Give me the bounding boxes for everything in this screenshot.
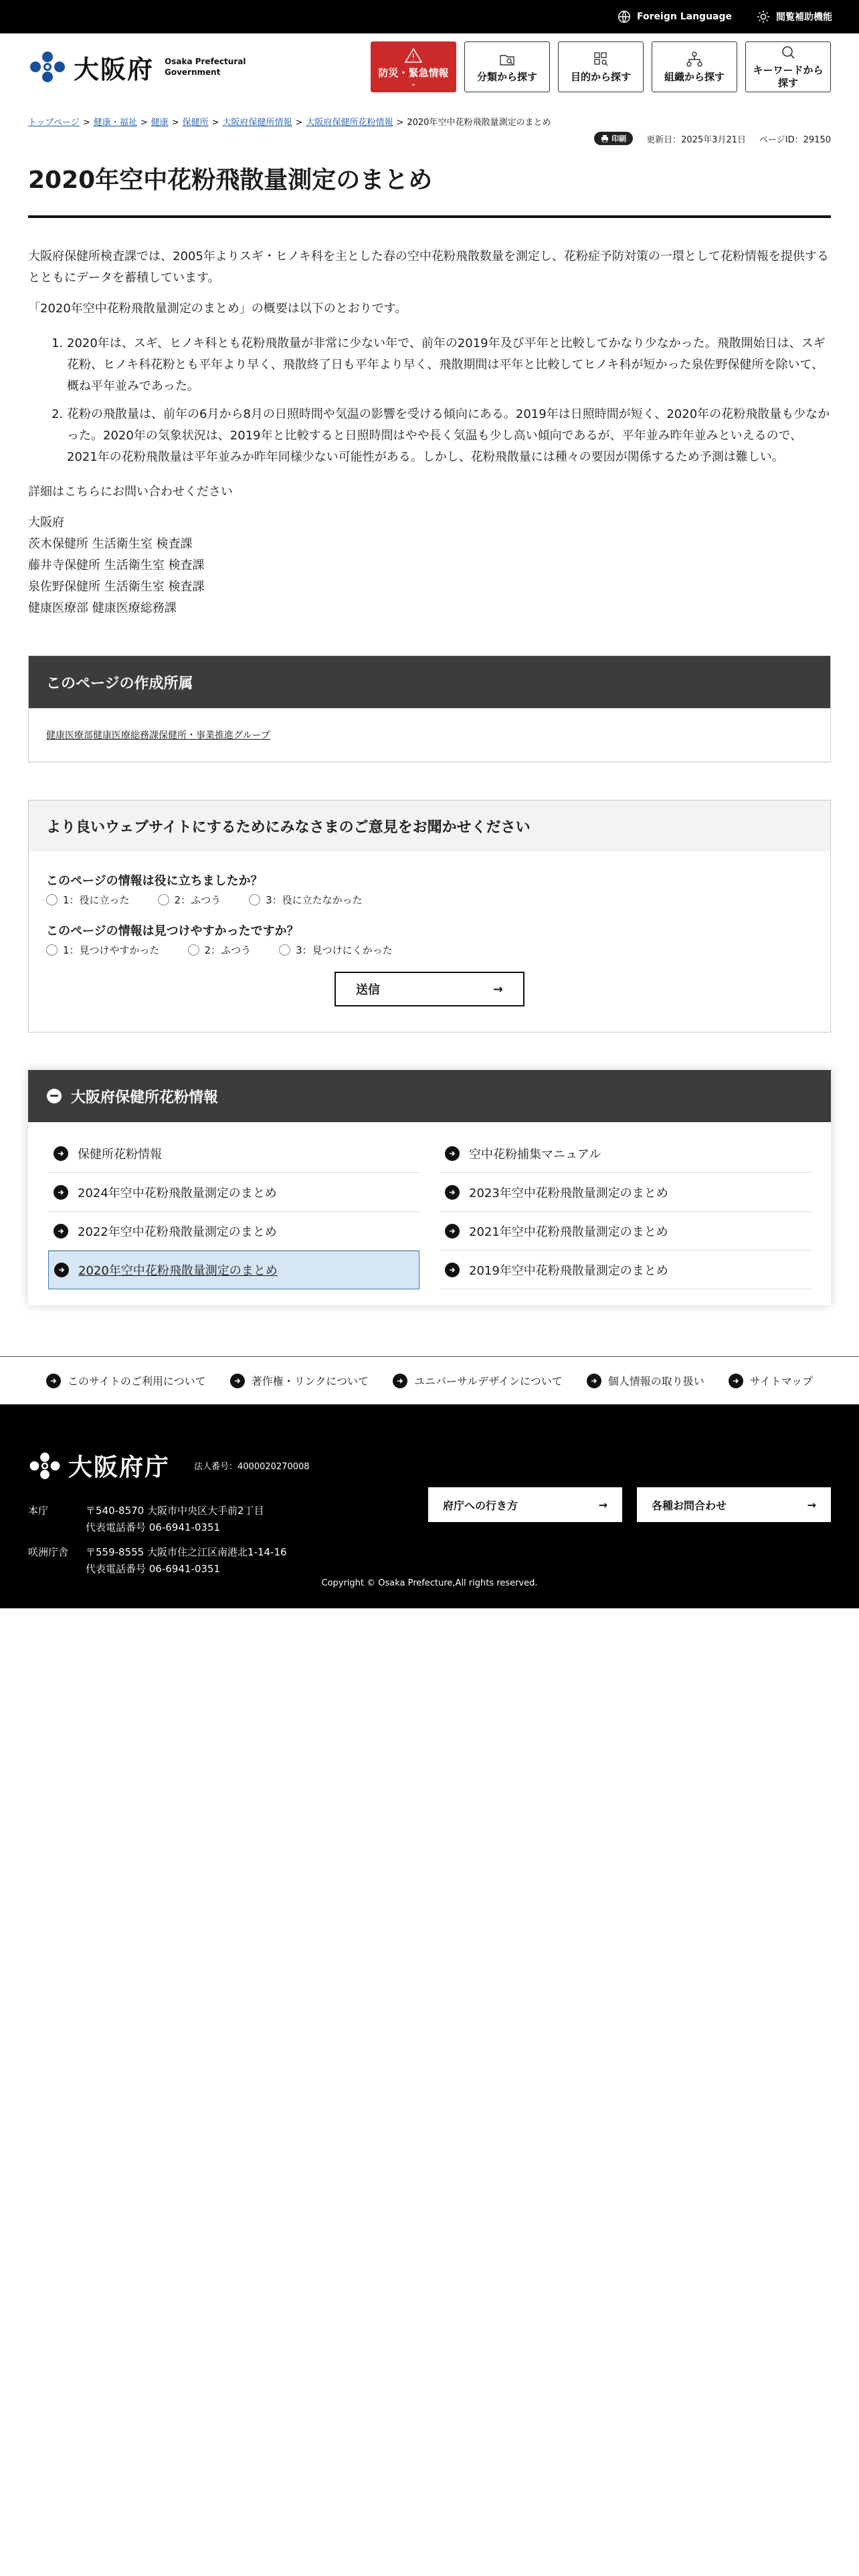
footer-link[interactable]: このサイトのご利用について	[46, 1373, 206, 1388]
related-column-right	[440, 1134, 811, 1289]
nav-category-button[interactable]: 分類から探す	[464, 41, 550, 92]
hq-label: 本庁	[28, 1505, 49, 1517]
survey-heading: より良いウェブサイトにするためにみなさまのご意見をお聞かせください	[29, 800, 830, 851]
related-link[interactable]: 2023年空中花粉飛散量測定のまとめ	[440, 1173, 811, 1212]
logo-name: 大阪府	[74, 54, 155, 84]
gear-icon	[756, 9, 771, 24]
breadcrumb-link-health-center[interactable]: 保健所	[182, 118, 209, 128]
radio-button[interactable]	[158, 894, 169, 905]
arrow-circle-icon	[54, 1263, 69, 1277]
access-button[interactable]: 府庁への行き方 →	[428, 1487, 622, 1522]
intro-paragraph: 大阪府保健所検査課では、2005年よりスギ・ヒノキ科を主とした春の空中花粉飛散数量を測定し、花粉症予防対策の一環として花粉情報を提供するとともにデータを蓄積しています。	[28, 249, 829, 285]
submit-button[interactable]: 送信 →	[335, 972, 524, 1006]
sakishima-address: 〒559-8555 大阪市住之江区南港北1-14-16	[86, 1546, 287, 1558]
contact-button[interactable]: 各種お問合わせ →	[637, 1487, 831, 1522]
foreign-language-label: Foreign Language	[637, 11, 732, 22]
accessibility-link[interactable]	[756, 9, 832, 24]
sakishima-phone: 代表電話番号 06-6941-0351	[86, 1563, 221, 1575]
radio-option[interactable]: 2：ふつう	[188, 943, 252, 957]
arrow-circle-icon	[445, 1263, 460, 1277]
print-button[interactable]: 印刷	[594, 132, 633, 145]
department-heading: このページの作成所属	[29, 656, 830, 708]
hq-phone: 代表電話番号 06-6941-0351	[86, 1521, 221, 1533]
summary-intro: 「2020年空中花粉飛散量測定のまとめ」の概要は以下のとおりです。	[28, 302, 407, 316]
site-logo[interactable]	[28, 49, 246, 86]
inquiry-text: 詳細はこちらにお問い合わせください	[28, 485, 233, 499]
intro-text	[28, 246, 831, 320]
arrow-circle-icon	[587, 1374, 601, 1388]
osaka-logo-icon	[28, 50, 67, 84]
nav-purpose-button[interactable]: 目的から探す	[558, 41, 644, 92]
breadcrumb-link-pollen[interactable]: 大阪府保健所花粉情報	[306, 118, 393, 128]
contact-block	[28, 481, 831, 619]
copyright: Copyright © Osaka Prefecture,All rights reserved.	[321, 1578, 538, 1588]
page-id: ページID：29150	[759, 134, 831, 145]
footer-link[interactable]: 個人情報の取り扱い	[587, 1373, 704, 1388]
radio-button[interactable]	[46, 944, 58, 956]
arrow-circle-icon	[445, 1146, 460, 1161]
org-chart-icon	[684, 51, 704, 68]
printer-icon	[601, 135, 609, 142]
arrow-circle-icon	[46, 1374, 61, 1388]
contact-line: 泉佐野保健所 生活衛生室 検査課	[28, 580, 205, 594]
summary-point: 2. 花粉の飛散量は、前年の6月から8月の日照時間や気温の影響を受ける傾向にある。2019年は日照時間が短く、2020年の花粉飛散量も少なかった。2020年の気象状況は、2019年と比較すると日照時間はやや長く気温も少し高い傾向であるが、平年並み昨年並みといえるので、2021年の花粉飛散量は平年並みか昨年同様少ない可能性がある。しかし、花粉飛散量には種々の要因が関係するため予測は難しい。	[67, 404, 831, 468]
arrow-circle-icon	[230, 1374, 245, 1388]
contact-line: 茨木保健所 生活衛生室 検査課	[28, 537, 193, 551]
department-link[interactable]: 健康医療部健康医療総務課保健所・事業推進グループ	[46, 730, 270, 741]
survey-question-2: このページの情報は見つけやすかったですか？	[46, 924, 299, 938]
radio-button[interactable]	[46, 894, 58, 905]
radio-button[interactable]	[279, 944, 290, 956]
footer-link[interactable]: サイトマップ	[729, 1373, 813, 1388]
survey-options-2	[46, 943, 813, 957]
nav-keyword-button[interactable]: キーワードから 探す	[745, 41, 831, 92]
feedback-survey	[28, 800, 831, 1033]
arrow-circle-icon	[729, 1374, 743, 1388]
page-title: 2020年空中花粉飛散量測定のまとめ	[28, 161, 831, 218]
radio-option[interactable]: 3：役に立たなかった	[249, 893, 363, 907]
related-link[interactable]: 保健所花粉情報	[48, 1134, 419, 1173]
utility-bar	[0, 0, 859, 33]
footer-links	[0, 1356, 859, 1404]
survey-question-1: このページの情報は役に立ちましたか？	[46, 874, 263, 888]
breadcrumb-link-top[interactable]: トップページ	[28, 118, 80, 128]
corporate-number: 法人番号：4000020270008	[194, 1462, 310, 1472]
related-link[interactable]: 2019年空中花粉飛散量測定のまとめ	[440, 1251, 811, 1289]
accessibility-label: 閲覧補助機能	[776, 12, 832, 23]
site-footer	[0, 1404, 859, 1608]
related-column-left	[48, 1134, 419, 1289]
radio-button[interactable]	[188, 944, 199, 956]
arrow-circle-icon	[54, 1146, 68, 1161]
nav-organization-button[interactable]: 組織から探す	[652, 41, 737, 92]
page-meta	[0, 128, 859, 145]
related-link[interactable]: 2021年空中花粉飛散量測定のまとめ	[440, 1212, 811, 1251]
arrow-circle-icon	[445, 1185, 460, 1200]
related-links-panel	[28, 1070, 831, 1305]
globe-icon	[617, 9, 632, 24]
radio-option[interactable]: 1：役に立った	[46, 893, 130, 907]
warning-icon	[403, 47, 423, 64]
folder-search-icon	[497, 51, 517, 68]
nav-emergency-button[interactable]: 防災・緊急情報 ⌄	[371, 41, 456, 92]
radio-option[interactable]: 3：見つけにくかった	[279, 943, 393, 957]
footer-link[interactable]: ユニバーサルデザインについて	[393, 1373, 563, 1388]
radio-button[interactable]	[249, 894, 260, 905]
breadcrumb-link-welfare[interactable]: 健康・福祉	[93, 118, 137, 128]
arrow-right-icon: →	[492, 982, 503, 996]
osaka-logo-icon	[28, 1451, 62, 1481]
hq-address: 〒540-8570 大阪市中央区大手前2丁目	[86, 1505, 264, 1517]
contact-line: 健康医療部 健康医療総務課	[28, 601, 177, 615]
breadcrumb: トップページ > 健康・福祉 > 健康 > 保健所 > 大阪府保健所情報 > 大阪府保健所花粉情報 > 2020年空中花粉飛散量測定のまとめ	[28, 118, 551, 128]
radio-option[interactable]: 1：見つけやすかった	[46, 943, 160, 957]
arrow-right-icon: →	[598, 1498, 607, 1511]
foreign-language-link[interactable]	[617, 9, 732, 24]
footer-link[interactable]: 著作権・リンクについて	[230, 1373, 369, 1388]
summary-point: 1. 2020年は、スギ、ヒノキ科とも花粉飛散量が非常に少ない年で、前年の2019年及び平年と比較してかなり少なかった。飛散開始日は、スギ花粉、ヒノキ科花粉とも平年より早く、飛散終了日も平年より早く、飛散期間は平年と比較してヒノキ科が短かった泉佐野保健所を除いて、概ね平年並みであった。	[67, 333, 831, 397]
arrow-circle-icon	[445, 1224, 460, 1239]
footer-logo	[28, 1448, 831, 1483]
global-nav	[371, 41, 831, 92]
survey-options-1	[46, 893, 813, 907]
updated-date: 更新日：2025年3月21日	[646, 134, 747, 145]
arrow-right-icon: →	[807, 1498, 816, 1511]
logo-subtitle: Osaka Prefectural Government	[165, 57, 246, 77]
minus-circle-icon[interactable]	[47, 1089, 62, 1103]
footer-buttons	[428, 1487, 831, 1522]
site-header	[0, 33, 859, 100]
footer-logo-name: 大阪府庁	[68, 1454, 171, 1481]
related-link[interactable]: 2022年空中花粉飛散量測定のまとめ	[48, 1212, 419, 1251]
related-heading: 大阪府保健所花粉情報	[28, 1070, 831, 1122]
arrow-circle-icon	[54, 1185, 68, 1200]
contact-line: 大阪府	[28, 516, 64, 530]
grid-search-icon	[591, 51, 611, 68]
related-link[interactable]: 空中花粉捕集マニュアル	[440, 1134, 811, 1173]
sakishima-label: 咲洲庁舎	[28, 1546, 69, 1558]
arrow-circle-icon	[54, 1224, 68, 1239]
related-grid	[28, 1122, 831, 1289]
radio-option[interactable]: 2：ふつう	[158, 893, 221, 907]
arrow-circle-icon	[393, 1374, 407, 1388]
related-link-current[interactable]: 2020年空中花粉飛散量測定のまとめ	[48, 1251, 419, 1289]
summary-list	[67, 333, 831, 468]
breadcrumb-current: 2020年空中花粉飛散量測定のまとめ	[407, 118, 551, 128]
search-icon	[778, 44, 798, 62]
contact-line: 藤井寺保健所 生活衛生室 検査課	[28, 558, 205, 572]
main-content	[0, 161, 859, 1305]
breadcrumb-link-health[interactable]: 健康	[151, 118, 169, 128]
breadcrumb-link-osaka-health-center[interactable]: 大阪府保健所情報	[222, 118, 292, 128]
department-box	[28, 655, 831, 762]
related-link[interactable]: 2024年空中花粉飛散量測定のまとめ	[48, 1173, 419, 1212]
